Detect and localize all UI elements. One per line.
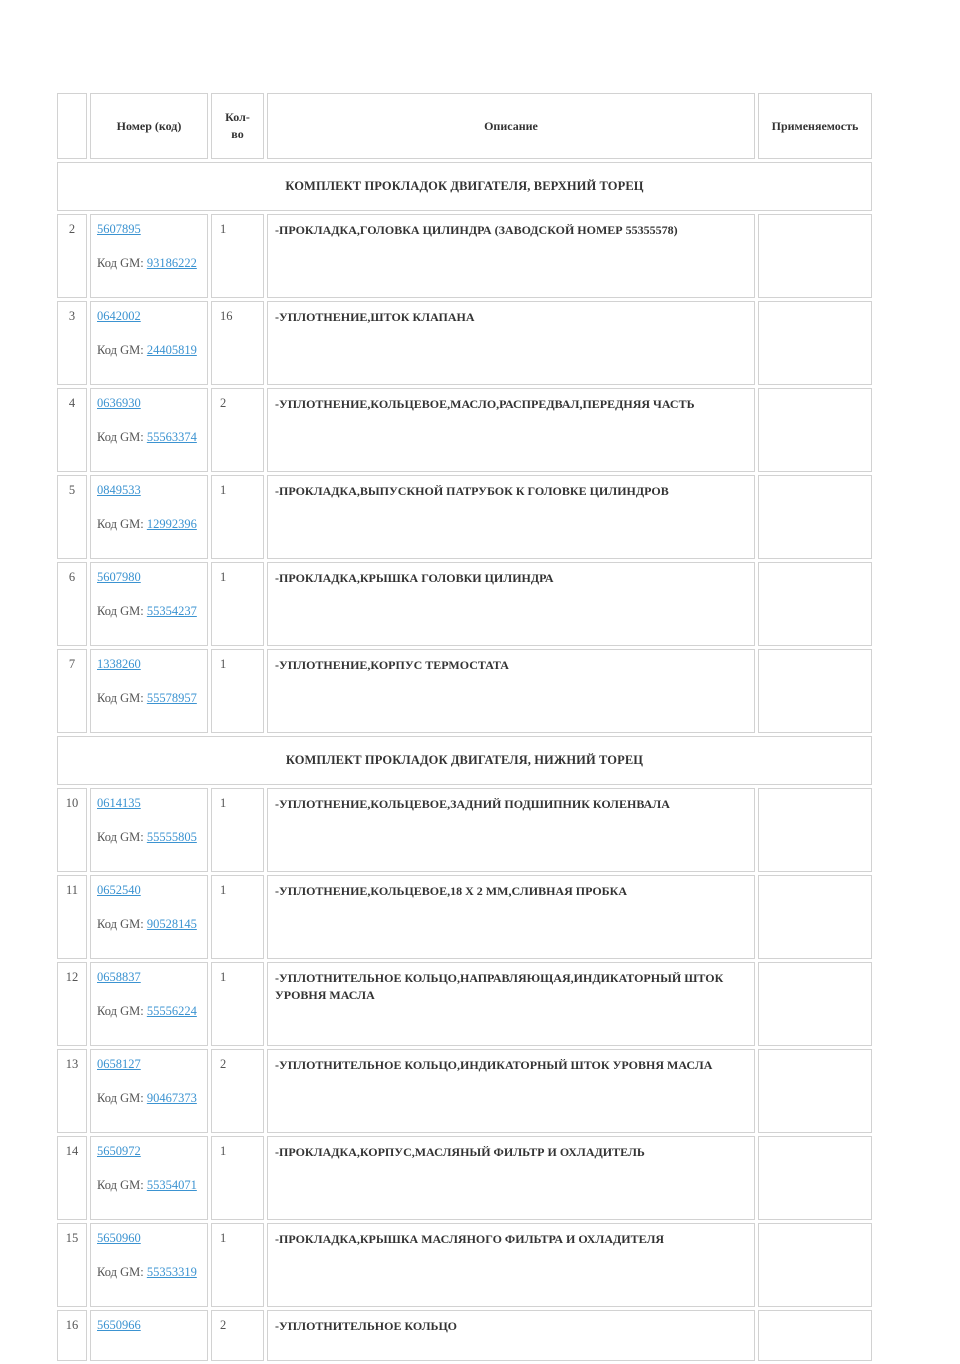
quantity-cell: 2 <box>211 1310 264 1361</box>
header-qty <box>211 93 264 159</box>
section-title: КОМПЛЕКТ ПРОКЛАДОК ДВИГАТЕЛЯ, НИЖНИЙ ТОРЕЦ <box>57 736 872 785</box>
part-number-cell <box>90 875 208 959</box>
table-row <box>57 475 872 559</box>
quantity-cell: 1 <box>211 475 264 559</box>
description-cell: -УПЛОТНЕНИЕ,ШТОК КЛАПАНА <box>267 301 755 385</box>
gm-code-line <box>97 517 201 532</box>
table-header-row <box>57 93 872 159</box>
section-row <box>57 162 872 211</box>
applicability-cell <box>758 1310 872 1361</box>
gm-code-line <box>97 256 201 271</box>
gm-code-line <box>97 691 201 706</box>
quantity-cell: 1 <box>211 962 264 1046</box>
applicability-cell <box>758 1136 872 1220</box>
row-index: 2 <box>57 214 87 298</box>
part-number-link[interactable]: 0658127 <box>97 1057 141 1071</box>
table-row <box>57 962 872 1046</box>
row-index: 4 <box>57 388 87 472</box>
gm-code-label: Код GM: <box>97 1178 144 1192</box>
applicability-cell <box>758 388 872 472</box>
header-number: Номер (код) <box>90 93 208 159</box>
header-applicability: Применяемость <box>758 93 872 159</box>
description-cell: -ПРОКЛАДКА,ГОЛОВКА ЦИЛИНДРА (ЗАВОДСКОЙ НОМЕР 55355578) <box>267 214 755 298</box>
gm-code-link[interactable]: 55556224 <box>146 1004 197 1018</box>
gm-code-link[interactable]: 55578957 <box>146 691 197 705</box>
part-number-link[interactable]: 1338260 <box>97 657 141 671</box>
section-row <box>57 736 872 785</box>
gm-code-label: Код GM: <box>97 604 144 618</box>
part-number-link[interactable]: 5650966 <box>97 1318 141 1332</box>
row-index: 10 <box>57 788 87 872</box>
part-number-link[interactable]: 0642002 <box>97 309 141 323</box>
quantity-cell: 16 <box>211 301 264 385</box>
row-index: 13 <box>57 1049 87 1133</box>
gm-code-link[interactable]: 55354071 <box>146 1178 197 1192</box>
gm-code-label: Код GM: <box>97 830 144 844</box>
part-number-cell <box>90 1136 208 1220</box>
parts-table <box>54 90 875 1364</box>
part-number-link[interactable]: 5607980 <box>97 570 141 584</box>
part-number-link[interactable]: 0636930 <box>97 396 141 410</box>
gm-code-link[interactable]: 90467373 <box>146 1091 197 1105</box>
part-number-link[interactable]: 5650960 <box>97 1231 141 1245</box>
applicability-cell <box>758 875 872 959</box>
gm-code-link[interactable]: 93186222 <box>146 256 197 270</box>
table-row <box>57 875 872 959</box>
gm-code-line <box>97 917 201 932</box>
applicability-cell <box>758 475 872 559</box>
row-index: 5 <box>57 475 87 559</box>
gm-code-label: Код GM: <box>97 917 144 931</box>
quantity-cell: 1 <box>211 562 264 646</box>
row-index: 16 <box>57 1310 87 1361</box>
applicability-cell <box>758 962 872 1046</box>
description-cell: -ПРОКЛАДКА,КОРПУС,МАСЛЯНЫЙ ФИЛЬТР И ОХЛАДИТЕЛЬ <box>267 1136 755 1220</box>
parts-table-body <box>57 93 872 1361</box>
part-number-cell <box>90 649 208 733</box>
table-row <box>57 1223 872 1307</box>
gm-code-link[interactable]: 90528145 <box>146 917 197 931</box>
gm-code-label: Код GM: <box>97 430 144 444</box>
gm-code-line <box>97 830 201 845</box>
row-index: 6 <box>57 562 87 646</box>
part-number-link[interactable]: 0652540 <box>97 883 141 897</box>
description-cell: -ПРОКЛАДКА,КРЫШКА ГОЛОВКИ ЦИЛИНДРА <box>267 562 755 646</box>
part-number-link[interactable]: 0849533 <box>97 483 141 497</box>
parts-sheet <box>57 93 875 1364</box>
gm-code-line <box>97 1178 201 1193</box>
table-row <box>57 388 872 472</box>
part-number-cell <box>90 388 208 472</box>
row-index: 12 <box>57 962 87 1046</box>
description-cell: -УПЛОТНИТЕЛЬНОЕ КОЛЬЦО,НАПРАВЛЯЮЩАЯ,ИНДИКАТОРНЫЙ ШТОК УРОВНЯ МАСЛА <box>267 962 755 1046</box>
header-index <box>57 93 87 159</box>
part-number-cell <box>90 301 208 385</box>
gm-code-label: Код GM: <box>97 1004 144 1018</box>
gm-code-label: Код GM: <box>97 517 144 531</box>
part-number-cell <box>90 214 208 298</box>
quantity-cell: 1 <box>211 1136 264 1220</box>
quantity-cell: 1 <box>211 875 264 959</box>
row-index: 7 <box>57 649 87 733</box>
gm-code-label: Код GM: <box>97 691 144 705</box>
applicability-cell <box>758 1049 872 1133</box>
gm-code-link[interactable]: 24405819 <box>146 343 197 357</box>
part-number-link[interactable]: 5650972 <box>97 1144 141 1158</box>
applicability-cell <box>758 788 872 872</box>
applicability-cell <box>758 301 872 385</box>
description-cell: -УПЛОТНИТЕЛЬНОЕ КОЛЬЦО <box>267 1310 755 1361</box>
gm-code-line <box>97 604 201 619</box>
applicability-cell <box>758 214 872 298</box>
gm-code-line <box>97 1265 201 1280</box>
part-number-link[interactable]: 0658837 <box>97 970 141 984</box>
quantity-cell: 2 <box>211 388 264 472</box>
row-index: 11 <box>57 875 87 959</box>
table-row <box>57 788 872 872</box>
gm-code-line <box>97 1091 201 1106</box>
header-description: Описание <box>267 93 755 159</box>
quantity-cell: 1 <box>211 214 264 298</box>
gm-code-link[interactable]: 12992396 <box>146 517 197 531</box>
table-row <box>57 649 872 733</box>
gm-code-link[interactable]: 55563374 <box>146 430 197 444</box>
description-cell: -УПЛОТНЕНИЕ,КОЛЬЦЕВОЕ,МАСЛО,РАСПРЕДВАЛ,ПЕРЕДНЯЯ ЧАСТЬ <box>267 388 755 472</box>
description-cell: -ПРОКЛАДКА,ВЫПУСКНОЙ ПАТРУБОК К ГОЛОВКЕ ЦИЛИНДРОВ <box>267 475 755 559</box>
applicability-cell <box>758 562 872 646</box>
gm-code-line <box>97 343 201 358</box>
gm-code-link[interactable]: 55353319 <box>146 1265 197 1279</box>
applicability-cell <box>758 649 872 733</box>
quantity-cell: 2 <box>211 1049 264 1133</box>
part-number-cell <box>90 1310 208 1361</box>
gm-code-label: Код GM: <box>97 1265 144 1279</box>
table-row <box>57 1310 872 1361</box>
row-index: 15 <box>57 1223 87 1307</box>
part-number-cell <box>90 1049 208 1133</box>
quantity-cell: 1 <box>211 1223 264 1307</box>
row-index: 14 <box>57 1136 87 1220</box>
part-number-link[interactable]: 5607895 <box>97 222 141 236</box>
applicability-cell <box>758 1223 872 1307</box>
table-row <box>57 562 872 646</box>
quantity-cell: 1 <box>211 788 264 872</box>
section-title: КОМПЛЕКТ ПРОКЛАДОК ДВИГАТЕЛЯ, ВЕРХНИЙ ТОРЕЦ <box>57 162 872 211</box>
part-number-cell <box>90 788 208 872</box>
table-row <box>57 214 872 298</box>
gm-code-line <box>97 1004 201 1019</box>
part-number-cell <box>90 475 208 559</box>
gm-code-label: Код GM: <box>97 1091 144 1105</box>
row-index: 3 <box>57 301 87 385</box>
description-cell: -УПЛОТНЕНИЕ,КОЛЬЦЕВОЕ,ЗАДНИЙ ПОДШИПНИК КОЛЕНВАЛА <box>267 788 755 872</box>
description-cell: -ПРОКЛАДКА,КРЫШКА МАСЛЯНОГО ФИЛЬТРА И ОХЛАДИТЕЛЯ <box>267 1223 755 1307</box>
description-cell: -УПЛОТНИТЕЛЬНОЕ КОЛЬЦО,ИНДИКАТОРНЫЙ ШТОК УРОВНЯ МАСЛА <box>267 1049 755 1133</box>
description-cell: -УПЛОТНЕНИЕ,КОЛЬЦЕВОЕ,18 X 2 ММ,СЛИВНАЯ ПРОБКА <box>267 875 755 959</box>
quantity-cell: 1 <box>211 649 264 733</box>
part-number-cell <box>90 1223 208 1307</box>
header-qty-line2: во <box>231 127 244 141</box>
part-number-link[interactable]: 0614135 <box>97 796 141 810</box>
part-number-cell <box>90 562 208 646</box>
header-qty-line1: Кол- <box>225 110 250 124</box>
gm-code-label: Код GM: <box>97 343 144 357</box>
table-row <box>57 1136 872 1220</box>
gm-code-link[interactable]: 55354237 <box>146 604 197 618</box>
gm-code-line <box>97 430 201 445</box>
description-cell: -УПЛОТНЕНИЕ,КОРПУС ТЕРМОСТАТА <box>267 649 755 733</box>
table-row <box>57 301 872 385</box>
table-row <box>57 1049 872 1133</box>
part-number-cell <box>90 962 208 1046</box>
gm-code-label: Код GM: <box>97 256 144 270</box>
gm-code-link[interactable]: 55555805 <box>146 830 197 844</box>
